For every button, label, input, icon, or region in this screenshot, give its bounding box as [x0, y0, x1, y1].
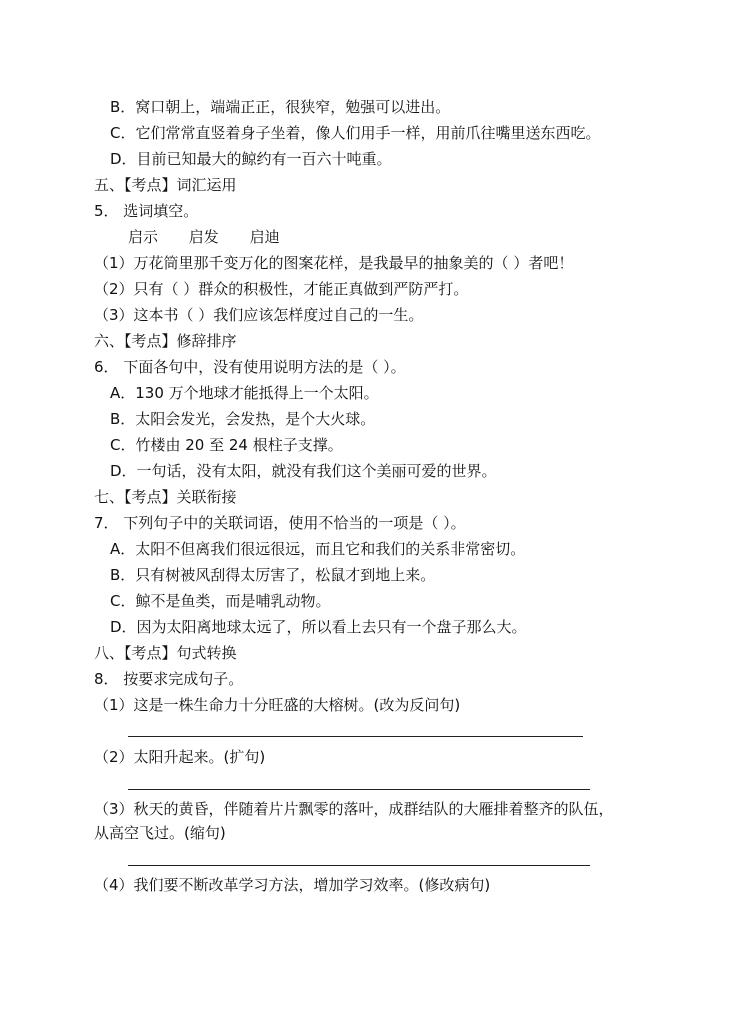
- word-choices: [128, 226, 306, 248]
- q6-option-b: B．太阳会发光，会发热，是个大火球。: [110, 410, 376, 428]
- word-choice: 启发: [188, 228, 219, 246]
- q4-option-c: C．它们常常直竖着身子坐着，像人们用手一样，用前爪往嘴里送东西吃。: [110, 124, 601, 142]
- answer-line[interactable]: [128, 789, 590, 790]
- question-7: 7． 下列句子中的关联词语，使用不恰当的一项是（ ）。: [94, 514, 466, 532]
- q8-item-2: （2）太阳升起来。(扩句): [94, 748, 266, 766]
- q8-item-3: （3）秋天的黄昏，伴随着片片飘零的落叶，成群结队的大雁排着整齐的队伍，: [94, 800, 614, 818]
- q6-option-c: C．竹楼由 20 至 24 根柱子支撑。: [110, 436, 343, 454]
- q7-option-b: B．只有树被风刮得太厉害了，松鼠才到地上来。: [110, 566, 436, 584]
- q4-option-d: D．目前已知最大的鲸约有一百六十吨重。: [110, 150, 392, 168]
- section-5-heading: 五、【考点】词汇运用: [94, 176, 237, 194]
- q8-item-4: （4）我们要不断改革学习方法，增加学习效率。(修改病句): [94, 876, 491, 894]
- question-8: 8． 按要求完成句子。: [94, 670, 244, 688]
- q8-item-1: （1）这是一株生命力十分旺盛的大榕树。(改为反问句): [94, 696, 461, 714]
- q5-item-1: （1）万花筒里那千变万化的图案花样，是我最早的抽象美的（ ）者吧！: [94, 254, 574, 272]
- word-choice: 启示: [128, 228, 159, 246]
- q6-option-a: A．130 万个地球才能抵得上一个太阳。: [110, 384, 379, 402]
- word-choice: 启迪: [249, 228, 280, 246]
- q7-option-d: D．因为太阳离地球太远了，所以看上去只有一个盘子那么大。: [110, 618, 527, 636]
- q5-item-2: （2）只有（ ）群众的积极性，才能正真做到严防严打。: [94, 280, 469, 298]
- q7-option-a: A．太阳不但离我们很远很远，而且它和我们的关系非常密切。: [110, 540, 526, 558]
- answer-line[interactable]: [128, 865, 590, 866]
- q4-option-b: B．窝口朝上，端端正正，很狭窄，勉强可以进出。: [110, 98, 451, 116]
- q7-option-c: C．鲸不是鱼类，而是哺乳动物。: [110, 592, 331, 610]
- q6-option-d: D．一句话，没有太阳，就没有我们这个美丽可爱的世界。: [110, 462, 497, 480]
- section-8-heading: 八、【考点】句式转换: [94, 644, 237, 662]
- answer-line[interactable]: [128, 736, 583, 737]
- section-7-heading: 七、【考点】关联衔接: [94, 488, 237, 506]
- q5-item-3: （3）这本书（ ）我们应该怎样度过自己的一生。: [94, 306, 424, 324]
- section-6-heading: 六、【考点】修辞排序: [94, 332, 237, 350]
- q8-item-3-continued: 从高空飞过。(缩句): [94, 824, 226, 842]
- question-6: 6． 下面各句中，没有使用说明方法的是（ ）。: [94, 358, 406, 376]
- question-5: 5． 选词填空。: [94, 202, 199, 220]
